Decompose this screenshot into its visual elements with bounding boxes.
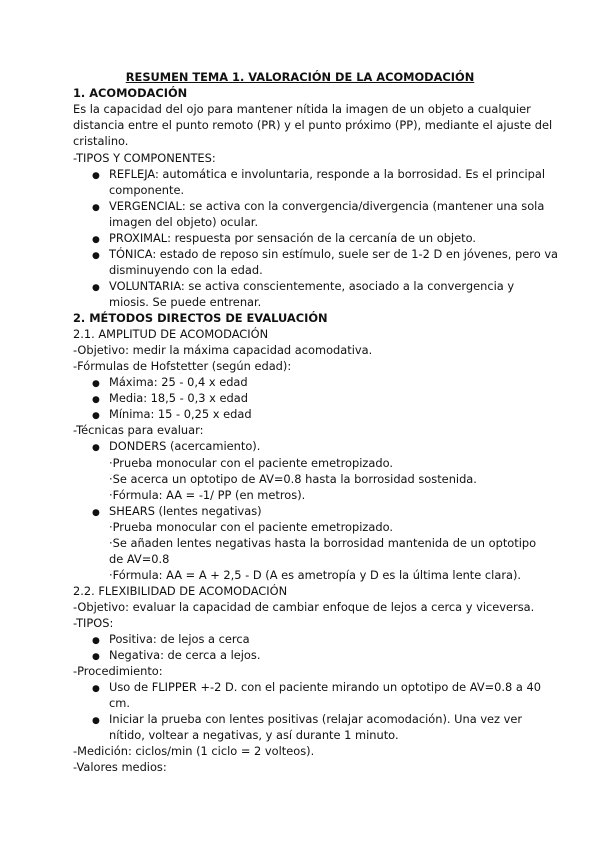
bullet-icon: ● bbox=[92, 235, 100, 245]
bullet-icon: ● bbox=[92, 716, 100, 726]
section-2-heading: 2. MÉTODOS DIRECTOS DE EVALUACIÓN bbox=[73, 311, 328, 325]
formula-item: Media: 18,5 - 0,3 x edad bbox=[109, 391, 248, 405]
tipos-label: -TIPOS Y COMPONENTES: bbox=[73, 151, 216, 165]
section-1-heading: 1. ACOMODACIÓN bbox=[73, 86, 188, 100]
list-item-cont: disminuyendo con la edad. bbox=[109, 263, 263, 277]
list-item: Negativa: de cerca a lejos. bbox=[109, 648, 261, 662]
technique-step: ·Prueba monocular con el paciente emetropizado. bbox=[109, 456, 393, 470]
technique-step: de AV=0.8 bbox=[109, 552, 170, 566]
procedimiento-label: -Procedimiento: bbox=[73, 664, 163, 678]
list-item: Positiva: de lejos a cerca bbox=[109, 632, 250, 646]
bullet-icon: ● bbox=[92, 395, 100, 405]
tecnicas-label: -Técnicas para evaluar: bbox=[73, 423, 204, 437]
list-item: VOLUNTARIA: se activa conscientemente, asociado a la convergencia y bbox=[109, 279, 515, 293]
document-title: RESUMEN TEMA 1. VALORACIÓN DE LA ACOMODACIÓN bbox=[125, 70, 475, 84]
medicion-line: -Medición: ciclos/min (1 ciclo = 2 volteos). bbox=[73, 744, 315, 758]
list-item-cont: cm. bbox=[109, 696, 130, 710]
list-item: REFLEJA: automática e involuntaria, responde a la borrosidad. Es el principal bbox=[109, 167, 545, 181]
list-item-cont: componente. bbox=[109, 183, 185, 197]
list-item: Iniciar la prueba con lentes positivas (relajar acomodación). Una vez ver bbox=[109, 712, 523, 726]
list-item: VERGENCIAL: se activa con la convergencia/divergencia (mantener una sola bbox=[109, 199, 545, 213]
intro-line: Es la capacidad del ojo para mantener nítida la imagen de un objeto a cualquier bbox=[73, 102, 531, 116]
technique-step: ·Se añaden lentes negativas hasta la borrosidad mantenida de un optotipo bbox=[109, 536, 537, 550]
formula-item: Máxima: 25 - 0,4 x edad bbox=[109, 375, 248, 389]
list-item: TÓNICA: estado de reposo sin estímulo, suele ser de 1-2 D en jóvenes, pero va bbox=[109, 247, 559, 261]
technique-item: DONDERS (acercamiento). bbox=[109, 439, 261, 453]
technique-step: ·Fórmula: AA = -1/ PP (en metros). bbox=[109, 488, 306, 502]
list-item: PROXIMAL: respuesta por sensación de la cercanía de un objeto. bbox=[109, 231, 476, 245]
list-item-cont: imagen del objeto) ocular. bbox=[109, 215, 259, 229]
formula-item: Mínima: 15 - 0,25 x edad bbox=[109, 407, 252, 421]
bullet-icon: ● bbox=[92, 636, 100, 646]
bullet-icon: ● bbox=[92, 411, 100, 421]
list-item-cont: nítido, voltear a negativas, y así durante 1 minuto. bbox=[109, 728, 399, 742]
bullet-icon: ● bbox=[92, 379, 100, 389]
list-item-cont: miosis. Se puede entrenar. bbox=[109, 295, 262, 309]
intro-line: cristalino. bbox=[73, 134, 129, 148]
technique-step: ·Fórmula: AA = A + 2,5 - D (A es ametropía y D es la última lente clara). bbox=[109, 568, 522, 582]
list-item: Uso de FLIPPER +-2 D. con el paciente mirando un optotipo de AV=0.8 a 40 bbox=[109, 680, 542, 694]
bullet-icon: ● bbox=[92, 171, 100, 181]
subsection-heading: 2.2. FLEXIBILIDAD DE ACOMODACIÓN bbox=[73, 584, 288, 598]
bullet-icon: ● bbox=[92, 652, 100, 662]
tipos-label: -TIPOS: bbox=[73, 616, 114, 630]
bullet-icon: ● bbox=[92, 508, 100, 518]
bullet-icon: ● bbox=[92, 203, 100, 213]
technique-step: ·Prueba monocular con el paciente emetropizado. bbox=[109, 520, 393, 534]
objetivo-line: -Objetivo: evaluar la capacidad de cambiar enfoque de lejos a cerca y viceversa. bbox=[73, 600, 535, 614]
formulas-label: -Fórmulas de Hofstetter (según edad): bbox=[73, 359, 292, 373]
bullet-icon: ● bbox=[92, 283, 100, 293]
objetivo-line: -Objetivo: medir la máxima capacidad acomodativa. bbox=[73, 343, 373, 357]
technique-item: SHEARS (lentes negativas) bbox=[109, 504, 262, 518]
intro-line: distancia entre el punto remoto (PR) y el punto próximo (PP), mediante el ajuste del bbox=[73, 118, 553, 132]
bullet-icon: ● bbox=[92, 443, 100, 453]
bullet-icon: ● bbox=[92, 251, 100, 261]
bullet-icon: ● bbox=[92, 684, 100, 694]
subsection-heading: 2.1. AMPLITUD DE ACOMODACIÓN bbox=[73, 327, 269, 341]
valores-label: -Valores medios: bbox=[73, 760, 167, 774]
technique-step: ·Se acerca un optotipo de AV=0.8 hasta la borrosidad sostenida. bbox=[109, 472, 477, 486]
